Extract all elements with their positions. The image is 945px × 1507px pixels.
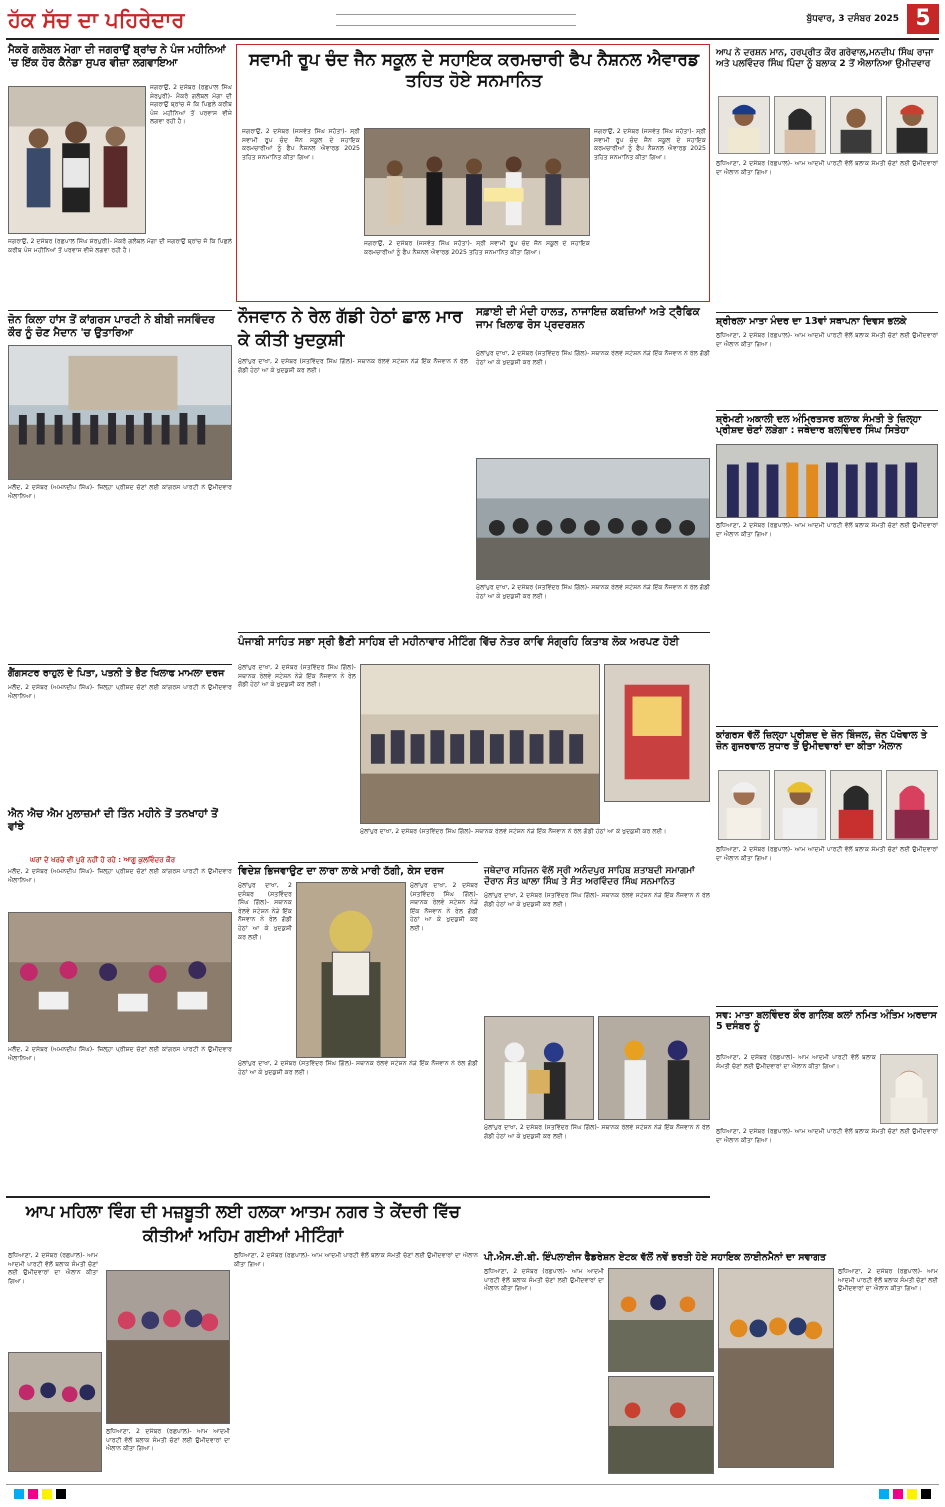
article-10-subhead: ਘਰਾਂ ਦੇ ਖਰਚੇ ਵੀ ਪੂਰੇ ਨਹੀਂ ਹੋ ਰਹੇ : ਆਗੂ ਕੁਲਵਿੰਦਰ ਕੌਰ	[30, 856, 176, 864]
article-17-body-right: ਲੁਧਿਆਣਾ, 2 ਦਸੰਬਰ (ਰਛਪਾਲ)- ਆਮ ਆਦਮੀ ਪਾਰਟੀ ਵੱਲੋਂ ਬਲਾਕ ਸੰਮਤੀ ਚੋਣਾਂ ਲਈ ਉਮੀਦਵਾਰਾਂ ਦਾ ਐਲਾਨ ਕੀਤਾ ਗਿਆ।	[838, 1268, 938, 1293]
article-12-body: ਲੁਧਿਆਣਾ, 2 ਦਸੰਬਰ (ਰਛਪਾਲ)- ਆਮ ਆਦਮੀ ਪਾਰਟੀ ਵੱਲੋਂ ਬਲਾਕ ਸੰਮਤੀ ਚੋਣਾਂ ਲਈ ਉਮੀਦਵਾਰਾਂ ਦਾ ਐਲਾਨ ਕੀਤਾ ਗਿਆ।	[716, 846, 938, 862]
article-12-headline: ਕਾਂਗਰਸ ਵੱਲੋਂ ਜ਼ਿਲ੍ਹਾ ਪ੍ਰੀਸ਼ਦ ਦੇ ਜ਼ੋਨ ਬਿੰਜਲ, ਜ਼ੋਨ ਪੱਖੋਵਾਲ ਤੇ ਜ਼ੋਨ ਗੁਜਰਵਾਲ ਸੁਧਾਰ ਤੋਂ ਉਮੀਦਵਾਰਾਂ ਦਾ ਕੀਤਾ ਐਲਾਨ	[716, 730, 927, 753]
article-16-photo-2	[106, 1270, 230, 1424]
article-13-headline: ਵਿਦੇਸ਼ ਭਿਜਵਾਉਣ ਦਾ ਲਾਰਾ ਲਾਕੇ ਮਾਰੀ ਠੱਗੀ, ਕੇਸ ਦਰਜ	[238, 866, 444, 877]
issue-date: ਬੁੱਧਵਾਰ, 3 ਦਸੰਬਰ 2025	[806, 14, 899, 24]
article-10-body: ਮਲੌਦ, 2 ਦਸੰਬਰ (ਅਮਨਦੀਪ ਸਿੰਘ)- ਜ਼ਿਲ੍ਹਾ ਪ੍ਰੀਸ਼ਦ ਚੋਣਾਂ ਲਈ ਕਾਂਗਰਸ ਪਾਰਟੀ ਨੇ ਉਮੀਦਵਾਰ ਐਲਾਨਿਆ।	[8, 868, 232, 884]
article-15-body-more: ਲੁਧਿਆਣਾ, 2 ਦਸੰਬਰ (ਰਛਪਾਲ)- ਆਮ ਆਦਮੀ ਪਾਰਟੀ ਵੱਲੋਂ ਬਲਾਕ ਸੰਮਤੀ ਚੋਣਾਂ ਲਈ ਉਮੀਦਵਾਰਾਂ ਦਾ ਐਲਾਨ ਕੀਤਾ ਗਿਆ।	[716, 1128, 938, 1144]
article-8-photo	[716, 444, 938, 518]
article-11-book-photo	[604, 664, 710, 802]
article-16-photo-1	[8, 1352, 102, 1472]
yellow-swatch	[907, 1489, 917, 1499]
article-9-headline: ਗੈਂਗਸਟਰ ਰਾਹੁਲ ਦੇ ਪਿਤਾ, ਪਤਨੀ ਤੇ ਭੈਣ ਖਿਲਾਫ ਮਾਮਲਾ ਦਰਜ	[8, 668, 225, 679]
article-14-headline: ਜਥੇਦਾਰ ਸਹਿਜਨ ਵੱਲੋਂ ਸ੍ਰੀ ਅਨੰਦਪੁਰ ਸਾਹਿਬ ਸ਼ਤਾਬਦੀ ਸਮਾਗਮਾਂ ਦੌਰਾਨ ਸੰਤ ਘਾਲਾ ਸਿੰਘ ਤੇ ਸੰਤ ਅਰਵਿੰਦਰ ਸਿੰਘ ਸਨਮਾਨਿਤ	[484, 866, 695, 887]
article-13-body-b: ਮੁੱਲਾਂਪੁਰ ਦਾਖਾ, 2 ਦਸੰਬਰ (ਸਤਵਿੰਦਰ ਸਿੰਘ ਗਿੱਲ)- ਸਥਾਨਕ ਰੇਲਵੇ ਸਟੇਸ਼ਨ ਨੇੜੇ ਇੱਕ ਨੌਜਵਾਨ ਨੇ ਰੇਲ ਗੱਡੀ ਹੇਠਾਂ ਆ ਕੇ ਖੁਦਕੁਸ਼ੀ ਕਰ ਲਈ।	[410, 882, 478, 932]
divider	[6, 1196, 710, 1198]
article-6-body-more: ਮੁੱਲਾਂਪੁਰ ਦਾਖਾ, 2 ਦਸੰਬਰ (ਸਤਵਿੰਦਰ ਸਿੰਘ ਗਿੱਲ)- ਸਥਾਨਕ ਰੇਲਵੇ ਸਟੇਸ਼ਨ ਨੇੜੇ ਇੱਕ ਨੌਜਵਾਨ ਨੇ ਰੇਲ ਗੱਡੀ ਹੇਠਾਂ ਆ ਕੇ ਖੁਦਕੁਸ਼ੀ ਕਰ ਲਈ।	[476, 584, 710, 600]
candidate-photo	[886, 770, 938, 840]
masthead-rule	[336, 14, 576, 26]
article-7-body: ਲੁਧਿਆਣਾ, 2 ਦਸੰਬਰ (ਰਛਪਾਲ)- ਆਮ ਆਦਮੀ ਪਾਰਟੀ ਵੱਲੋਂ ਬਲਾਕ ਸੰਮਤੀ ਚੋਣਾਂ ਲਈ ਉਮੀਦਵਾਰਾਂ ਦਾ ਐਲਾਨ ਕੀਤਾ ਗਿਆ।	[716, 332, 938, 348]
article-9-body: ਮਲੌਦ, 2 ਦਸੰਬਰ (ਅਮਨਦੀਪ ਸਿੰਘ)- ਜ਼ਿਲ੍ਹਾ ਪ੍ਰੀਸ਼ਦ ਚੋਣਾਂ ਲਈ ਕਾਂਗਰਸ ਪਾਰਟੀ ਨੇ ਉਮੀਦਵਾਰ ਐਲਾਨਿਆ।	[8, 684, 232, 700]
article-8-body: ਲੁਧਿਆਣਾ, 2 ਦਸੰਬਰ (ਰਛਪਾਲ)- ਆਮ ਆਦਮੀ ਪਾਰਟੀ ਵੱਲੋਂ ਬਲਾਕ ਸੰਮਤੀ ਚੋਣਾਂ ਲਈ ਉਮੀਦਵਾਰਾਂ ਦਾ ਐਲਾਨ ਕੀਤਾ ਗਿਆ।	[716, 522, 938, 538]
article-15-body: ਲੁਧਿਆਣਾ, 2 ਦਸੰਬਰ (ਰਛਪਾਲ)- ਆਮ ਆਦਮੀ ਪਾਰਟੀ ਵੱਲੋਂ ਬਲਾਕ ਸੰਮਤੀ ਚੋਣਾਂ ਲਈ ਉਮੀਦਵਾਰਾਂ ਦਾ ਐਲਾਨ ਕੀਤਾ ਗਿਆ।	[716, 1054, 876, 1070]
divider	[8, 664, 232, 665]
article-16-body: ਲੁਧਿਆਣਾ, 2 ਦਸੰਬਰ (ਰਛਪਾਲ)- ਆਮ ਆਦਮੀ ਪਾਰਟੀ ਵੱਲੋਂ ਬਲਾਕ ਸੰਮਤੀ ਚੋਣਾਂ ਲਈ ਉਮੀਦਵਾਰਾਂ ਦਾ ਐਲਾਨ ਕੀਤਾ ਗਿਆ।	[8, 1252, 98, 1285]
lead-body-col3: ਜਗਰਾਉਂ, 2 ਦਸੰਬਰ (ਜਸਵੰਤ ਸਿੰਘ ਸਹੋਤਾ)- ਸ੍ਰੀ ਸਵਾਮੀ ਰੂਪ ਚੰਦ ਜੈਨ ਸਕੂਲ ਦੇ ਸਹਾਇਕ ਕਰਮਚਾਰੀਆਂ ਨੂੰ ਫੈਪ ਨੈਸ਼ਨਲ ਐਵਾਰਡ 2025 ਤਹਿਤ ਸਨਮਾਨਿਤ ਕੀਤਾ ਗਿਆ।	[594, 128, 706, 161]
page-number-badge: 5	[907, 4, 939, 34]
magenta-swatch	[28, 1489, 38, 1499]
article-17-photo-1	[608, 1268, 714, 1372]
article-3-headline: ਆਪ ਨੇ ਦਰਸ਼ਨ ਮਾਨ, ਹਰਪ੍ਰੀਤ ਕੌਰ ਗਰੇਵਾਲ,ਮਨਦੀਪ ਸਿੰਘ ਰਾਜਾ ਅਤੇ ਪਲਵਿੰਦਰ ਸਿੰਘ ਪਿੰਦਾ ਨੂੰ ਬਲਾਕ 2 ਤੋਂ ਐਲਾਨਿਆ ਉਮੀਦਵਾਰ	[716, 48, 934, 69]
article-10-photo	[8, 912, 232, 1042]
article-5-body: ਮੁੱਲਾਂਪੁਰ ਦਾਖਾ, 2 ਦਸੰਬਰ (ਸਤਵਿੰਦਰ ਸਿੰਘ ਗਿੱਲ)- ਸਥਾਨਕ ਰੇਲਵੇ ਸਟੇਸ਼ਨ ਨੇੜੇ ਇੱਕ ਨੌਜਵਾਨ ਨੇ ਰੇਲ ਗੱਡੀ ਹੇਠਾਂ ਆ ਕੇ ਖੁਦਕੁਸ਼ੀ ਕਰ ਲਈ।	[238, 358, 468, 374]
article-4-photo	[8, 345, 232, 480]
newspaper-title: ਹੱਕ ਸੱਚ ਦਾ ਪਹਿਰੇਦਾਰ	[8, 7, 185, 32]
article-16-body-col: ਲੁਧਿਆਣਾ, 2 ਦਸੰਬਰ (ਰਛਪਾਲ)- ਆਮ ਆਦਮੀ ਪਾਰਟੀ ਵੱਲੋਂ ਬਲਾਕ ਸੰਮਤੀ ਚੋਣਾਂ ਲਈ ਉਮੀਦਵਾਰਾਂ ਦਾ ਐਲਾਨ ਕੀਤਾ ਗਿਆ।	[234, 1252, 478, 1268]
article-15-headline: ਸਵ: ਮਾਤਾ ਬਲਵਿੰਦਰ ਕੌਰ ਗਾਲਿਬ ਕਲਾਂ ਨਮਿਤ ਅੰਤਿਮ ਅਰਦਾਸ 5 ਦਸੰਬਰ ਨੂੰ	[716, 1010, 937, 1033]
article-1-body-more: ਜਗਰਾਉਂ, 2 ਦਸੰਬਰ (ਰਛਪਾਲ ਸਿੰਘ ਸ਼ੇਰਪੁਰੀ)- ਮੈਕਰੋ ਗਲੋਬਲ ਮੋਗਾ ਦੀ ਜਗਰਾਉਂ ਬ੍ਰਾਂਚ ਜੋ ਕਿ ਪਿਛਲੇ ਕਰੀਬ ਪੰਜ ਮਹੀਨਿਆਂ ਤੋਂ ਪਰਵਾਸ ਵੀਜ਼ੇ ਲਗਵਾ ਰਹੀ ਹੈ।	[8, 238, 232, 254]
article-13-body-c: ਮੁੱਲਾਂਪੁਰ ਦਾਖਾ, 2 ਦਸੰਬਰ (ਸਤਵਿੰਦਰ ਸਿੰਘ ਗਿੱਲ)- ਸਥਾਨਕ ਰੇਲਵੇ ਸਟੇਸ਼ਨ ਨੇੜੇ ਇੱਕ ਨੌਜਵਾਨ ਨੇ ਰੇਲ ਗੱਡੀ ਹੇਠਾਂ ਆ ਕੇ ਖੁਦਕੁਸ਼ੀ ਕਰ ਲਈ।	[238, 1060, 478, 1076]
article-14-photo-2	[598, 1016, 710, 1120]
yellow-swatch	[42, 1489, 52, 1499]
black-swatch	[56, 1489, 66, 1499]
black-swatch	[921, 1489, 931, 1499]
article-17-headline: ਪੀ.ਐਸ.ਈ.ਬੀ. ਇੰਪਲਾਈਜ ਫੈਡਰੇਸ਼ਨ ਏਟਕ ਵੱਲੋਂ ਨਵੇਂ ਭਰਤੀ ਹੋਏ ਸਹਾਇਕ ਲਾਈਨਮੈਨਾਂ ਦਾ ਸਵਾਗਤ	[484, 1252, 826, 1263]
divider	[716, 1006, 938, 1007]
article-13-photo	[296, 882, 406, 1058]
article-17-photo-2	[608, 1376, 714, 1474]
candidate-photo	[830, 96, 882, 154]
divider	[716, 312, 938, 313]
divider	[238, 632, 710, 633]
article-4-body: ਮਲੌਦ, 2 ਦਸੰਬਰ (ਅਮਨਦੀਪ ਸਿੰਘ)- ਜ਼ਿਲ੍ਹਾ ਪ੍ਰੀਸ਼ਦ ਚੋਣਾਂ ਲਈ ਕਾਂਗਰਸ ਪਾਰਟੀ ਨੇ ਉਮੀਦਵਾਰ ਐਲਾਨਿਆ।	[8, 484, 232, 500]
masthead-underline	[6, 38, 939, 40]
article-11-body: ਮੁੱਲਾਂਪੁਰ ਦਾਖਾ, 2 ਦਸੰਬਰ (ਸਤਵਿੰਦਰ ਸਿੰਘ ਗਿੱਲ)- ਸਥਾਨਕ ਰੇਲਵੇ ਸਟੇਸ਼ਨ ਨੇੜੇ ਇੱਕ ਨੌਜਵਾਨ ਨੇ ਰੇਲ ਗੱਡੀ ਹੇਠਾਂ ਆ ਕੇ ਖੁਦਕੁਸ਼ੀ ਕਰ ਲਈ।	[238, 664, 356, 689]
article-3-body: ਲੁਧਿਆਣਾ, 2 ਦਸੰਬਰ (ਰਛਪਾਲ)- ਆਮ ਆਦਮੀ ਪਾਰਟੀ ਵੱਲੋਂ ਬਲਾਕ ਸੰਮਤੀ ਚੋਣਾਂ ਲਈ ਉਮੀਦਵਾਰਾਂ ਦਾ ਐਲਾਨ ਕੀਤਾ ਗਿਆ।	[716, 160, 938, 176]
candidate-photo	[774, 96, 826, 154]
article-6-headline: ਸਫ਼ਾਈ ਦੀ ਮੰਦੀ ਹਾਲਤ, ਨਾਜਾਇਜ਼ ਕਬਜ਼ਿਆਂ ਅਤੇ ਟ੍ਰੈਫਿਕ ਜਾਮ ਖਿਲਾਫ ਰੋਸ ਪ੍ਰਦਰਸ਼ਨ	[476, 306, 700, 331]
article-1-headline: ਮੈਕਰੋ ਗਲੋਬਲ ਮੋਗਾ ਦੀ ਜਗਰਾਉਂ ਬ੍ਰਾਂਚ ਨੇ ਪੰਜ ਮਹੀਨਿਆਂ 'ਚ ਇੱਕ ਹੋਰ ਕੈਨੇਡਾ ਸੁਪਰ ਵੀਜ਼ਾ ਲਗਵਾਇਆ	[8, 44, 226, 69]
lead-body-col2: ਜਗਰਾਉਂ, 2 ਦਸੰਬਰ (ਜਸਵੰਤ ਸਿੰਘ ਸਹੋਤਾ)- ਸ੍ਰੀ ਸਵਾਮੀ ਰੂਪ ਚੰਦ ਜੈਨ ਸਕੂਲ ਦੇ ਸਹਾਇਕ ਕਰਮਚਾਰੀਆਂ ਨੂੰ ਫੈਪ ਨੈਸ਼ਨਲ ਐਵਾਰਡ 2025 ਤਹਿਤ ਸਨਮਾਨਿਤ ਕੀਤਾ ਗਿਆ।	[364, 240, 590, 256]
divider	[716, 726, 938, 727]
article-17-body: ਲੁਧਿਆਣਾ, 2 ਦਸੰਬਰ (ਰਛਪਾਲ)- ਆਮ ਆਦਮੀ ਪਾਰਟੀ ਵੱਲੋਂ ਬਲਾਕ ਸੰਮਤੀ ਚੋਣਾਂ ਲਈ ਉਮੀਦਵਾਰਾਂ ਦਾ ਐਲਾਨ ਕੀਤਾ ਗਿਆ।	[484, 1268, 604, 1293]
article-14-body-more: ਮੁੱਲਾਂਪੁਰ ਦਾਖਾ, 2 ਦਸੰਬਰ (ਸਤਵਿੰਦਰ ਸਿੰਘ ਗਿੱਲ)- ਸਥਾਨਕ ਰੇਲਵੇ ਸਟੇਸ਼ਨ ਨੇੜੇ ਇੱਕ ਨੌਜਵਾਨ ਨੇ ਰੇਲ ਗੱਡੀ ਹੇਠਾਂ ਆ ਕੇ ਖੁਦਕੁਸ਼ੀ ਕਰ ਲਈ।	[484, 1124, 710, 1140]
candidate-photo	[830, 770, 882, 840]
divider	[238, 862, 478, 863]
article-11-headline: ਪੰਜਾਬੀ ਸਾਹਿਤ ਸਭਾ ਸ੍ਰੀ ਭੈਣੀ ਸਾਹਿਬ ਦੀ ਮਹੀਨਾਵਾਰ ਮੀਟਿੰਗ ਵਿੱਚ ਨੇਤਰ ਕਾਵਿ ਸੰਗ੍ਰਹਿ ਕਿਤਾਬ ਲੋਕ ਅਰਪਣ ਹੋਈ	[238, 636, 680, 648]
article-6-body: ਮੁੱਲਾਂਪੁਰ ਦਾਖਾ, 2 ਦਸੰਬਰ (ਸਤਵਿੰਦਰ ਸਿੰਘ ਗਿੱਲ)- ਸਥਾਨਕ ਰੇਲਵੇ ਸਟੇਸ਼ਨ ਨੇੜੇ ਇੱਕ ਨੌਜਵਾਨ ਨੇ ਰੇਲ ਗੱਡੀ ਹੇਠਾਂ ਆ ਕੇ ਖੁਦਕੁਸ਼ੀ ਕਰ ਲਈ।	[476, 350, 710, 366]
article-11-body-more: ਮੁੱਲਾਂਪੁਰ ਦਾਖਾ, 2 ਦਸੰਬਰ (ਸਤਵਿੰਦਰ ਸਿੰਘ ਗਿੱਲ)- ਸਥਾਨਕ ਰੇਲਵੇ ਸਟੇਸ਼ਨ ਨੇੜੇ ਇੱਕ ਨੌਜਵਾਨ ਨੇ ਰੇਲ ਗੱਡੀ ਹੇਠਾਂ ਆ ਕੇ ਖੁਦਕੁਸ਼ੀ ਕਰ ਲਈ।	[360, 828, 667, 835]
article-17-photo-3	[718, 1268, 834, 1468]
article-1-photo	[8, 86, 146, 234]
article-5-headline: ਨੌਜਵਾਨ ਨੇ ਰੇਲ ਗੱਡੀ ਹੇਠਾਂ ਛਾਲ ਮਾਰ ਕੇ ਕੀਤੀ ਖੁਦਕੁਸ਼ੀ	[238, 307, 463, 350]
article-14-photo-1	[484, 1016, 594, 1120]
obituary-photo	[880, 1054, 938, 1124]
lead-headline: ਸਵਾਮੀ ਰੂਪ ਚੰਦ ਜੈਨ ਸਕੂਲ ਦੇ ਸਹਾਇਕ ਕਰਮਚਾਰੀ ਫੈਪ ਨੈਸ਼ਨਲ ਐਵਾਰਡ ਤਹਿਤ ਹੋਏ ਸਨਮਾਨਿਤ	[249, 50, 699, 92]
divider	[8, 310, 232, 311]
lead-body-col1: ਜਗਰਾਉਂ, 2 ਦਸੰਬਰ (ਜਸਵੰਤ ਸਿੰਘ ਸਹੋਤਾ)- ਸ੍ਰੀ ਸਵਾਮੀ ਰੂਪ ਚੰਦ ਜੈਨ ਸਕੂਲ ਦੇ ਸਹਾਇਕ ਕਰਮਚਾਰੀਆਂ ਨੂੰ ਫੈਪ ਨੈਸ਼ਨਲ ਐਵਾਰਡ 2025 ਤਹਿਤ ਸਨਮਾਨਿਤ ਕੀਤਾ ਗਿਆ।	[242, 128, 360, 161]
article-10-headline: ਐਨ ਐਚ ਐਮ ਮੁਲਾਜ਼ਮਾਂ ਦੀ ਤਿੰਨ ਮਹੀਨੇ ਤੋਂ ਤਨਖਾਹਾਂ ਤੋਂ ਵਾਂਝੇ	[8, 808, 218, 833]
article-4-headline: ਜ਼ੋਨ ਕਿਲਾ ਹਾਂਸ ਤੋਂ ਕਾਂਗਰਸ ਪਾਰਟੀ ਨੇ ਬੀਬੀ ਜਸਵਿੰਦਰ ਕੌਰ ਨੂੰ ਚੋਣ ਮੈਦਾਨ 'ਚ ਉਤਾਰਿਆ	[8, 314, 215, 339]
article-1-body: ਜਗਰਾਉਂ, 2 ਦਸੰਬਰ (ਰਛਪਾਲ ਸਿੰਘ ਸ਼ੇਰਪੁਰੀ)- ਮੈਕਰੋ ਗਲੋਬਲ ਮੋਗਾ ਦੀ ਜਗਰਾਉਂ ਬ੍ਰਾਂਚ ਜੋ ਕਿ ਪਿਛਲੇ ਕਰੀਬ ਪੰਜ ਮਹੀਨਿਆਂ ਤੋਂ ਪਰਵਾਸ ਵੀਜ਼ੇ ਲਗਵਾ ਰਹੀ ਹੈ।	[150, 84, 232, 126]
article-16-body-more: ਲੁਧਿਆਣਾ, 2 ਦਸੰਬਰ (ਰਛਪਾਲ)- ਆਮ ਆਦਮੀ ਪਾਰਟੀ ਵੱਲੋਂ ਬਲਾਕ ਸੰਮਤੀ ਚੋਣਾਂ ਲਈ ਉਮੀਦਵਾਰਾਂ ਦਾ ਐਲਾਨ ਕੀਤਾ ਗਿਆ।	[106, 1428, 230, 1453]
masthead	[6, 4, 939, 36]
candidate-photo	[774, 770, 826, 840]
footer-strip	[6, 1484, 939, 1502]
article-7-headline: ਸ਼੍ਰੀਰਲਾ ਮਾਤਾ ਮੰਦਰ ਦਾ 13ਵਾਂ ਸਥਾਪਨਾ ਦਿਵਸ ਭਲਕੇ	[716, 316, 907, 327]
lead-photo	[364, 128, 590, 236]
candidate-photo	[718, 770, 770, 840]
article-8-headline: ਸ਼੍ਰੋਮਣੀ ਅਕਾਲੀ ਦਲ ਅੰਮ੍ਰਿਤਸਰ ਬਲਾਕ ਸੰਮਤੀ ਤੇ ਜ਼ਿਲ੍ਹਾ ਪ੍ਰੀਸ਼ਦ ਚੋਣਾਂ ਲੜੇਗਾ : ਜਥੇਦਾਰ ਬਲਵਿੰਦਰ ਸਿੰਘ ਸਿਤੇਹਾ	[716, 414, 922, 437]
article-6-photo	[476, 458, 710, 580]
cyan-swatch	[14, 1489, 24, 1499]
article-13-body-a: ਮੁੱਲਾਂਪੁਰ ਦਾਖਾ, 2 ਦਸੰਬਰ (ਸਤਵਿੰਦਰ ਸਿੰਘ ਗਿੱਲ)- ਸਥਾਨਕ ਰੇਲਵੇ ਸਟੇਸ਼ਨ ਨੇੜੇ ਇੱਕ ਨੌਜਵਾਨ ਨੇ ਰੇਲ ਗੱਡੀ ਹੇਠਾਂ ਆ ਕੇ ਖੁਦਕੁਸ਼ੀ ਕਰ ਲਈ।	[238, 882, 292, 941]
article-14-body: ਮੁੱਲਾਂਪੁਰ ਦਾਖਾ, 2 ਦਸੰਬਰ (ਸਤਵਿੰਦਰ ਸਿੰਘ ਗਿੱਲ)- ਸਥਾਨਕ ਰੇਲਵੇ ਸਟੇਸ਼ਨ ਨੇੜੇ ਇੱਕ ਨੌਜਵਾਨ ਨੇ ਰੇਲ ਗੱਡੀ ਹੇਠਾਂ ਆ ਕੇ ਖੁਦਕੁਸ਼ੀ ਕਰ ਲਈ।	[484, 892, 710, 908]
candidate-photo	[718, 96, 770, 154]
article-16-headline: ਆਪ ਮਹਿਲਾ ਵਿੰਗ ਦੀ ਮਜ਼ਬੂਤੀ ਲਈ ਹਲਕਾ ਆਤਮ ਨਗਰ ਤੇ ਕੇਂਦਰੀ ਵਿੱਚ ਕੀਤੀਆਂ ਅਹਿਮ ਗਈਆਂ ਮੀਟਿੰਗਾਂ	[25, 1202, 461, 1245]
cyan-swatch	[879, 1489, 889, 1499]
candidate-photo	[886, 96, 938, 154]
magenta-swatch	[893, 1489, 903, 1499]
divider	[716, 410, 938, 411]
article-11-photo	[360, 664, 600, 824]
article-10-body-more: ਮਲੌਦ, 2 ਦਸੰਬਰ (ਅਮਨਦੀਪ ਸਿੰਘ)- ਜ਼ਿਲ੍ਹਾ ਪ੍ਰੀਸ਼ਦ ਚੋਣਾਂ ਲਈ ਕਾਂਗਰਸ ਪਾਰਟੀ ਨੇ ਉਮੀਦਵਾਰ ਐਲਾਨਿਆ।	[8, 1046, 232, 1062]
